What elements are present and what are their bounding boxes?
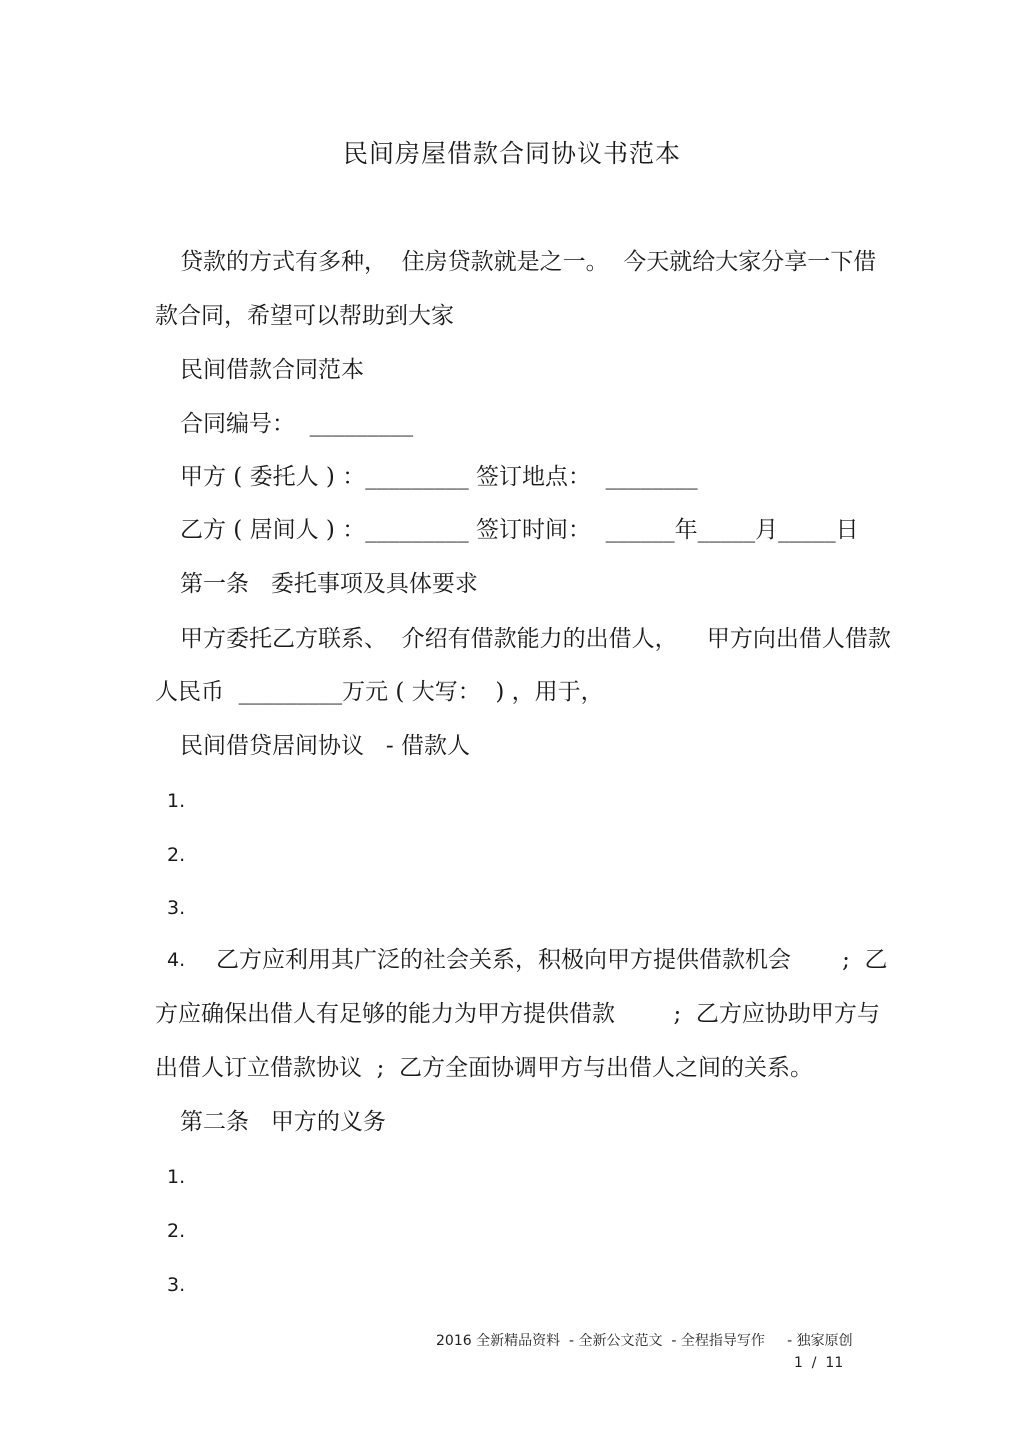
list-item-number: 3. [167, 1274, 186, 1296]
item-4-line-2: 方应确保出借人有足够的能力为甲方提供借款 ; 乙方应协助甲方与 [155, 1001, 880, 1027]
footer-tagline: 2016 全新精品资料 - 全新公文范文 - 全程指导写作 - 独家原创 [436, 1333, 853, 1349]
agreement-label: 民间借贷居间协议 - 借款人 [180, 733, 471, 759]
contract-number-field: 合同编号： _________ [180, 411, 414, 437]
article-1-line-2: 人民币 _________万元 ( 大写： ) ，用于， [155, 679, 604, 705]
article-2-heading: 第二条 甲方的义务 [180, 1109, 386, 1135]
intro-line-2: 款合同，希望可以帮助到大家 [155, 303, 454, 329]
document-title: 民间房屋借款合同协议书范本 [342, 139, 681, 168]
list-item-number: 2. [167, 1220, 186, 1242]
article-1-line-1: 甲方委托乙方联系、 介绍有借款能力的出借人， 甲方向出借人借款 [180, 626, 891, 652]
list-item-number: 3. [167, 897, 186, 919]
list-item-number: 1. [167, 790, 186, 812]
page-number: 1 / 11 [794, 1355, 844, 1371]
list-item-number: 1. [167, 1166, 186, 1188]
sample-title: 民间借款合同范本 [180, 357, 364, 383]
article-1-heading: 第一条 委托事项及具体要求 [180, 571, 478, 597]
item-4-line-1: 乙方应利用其广泛的社会关系，积极向甲方提供借款机会 ; 乙 [216, 947, 888, 973]
item-4-line-3: 出借人订立借款协议 ; 乙方全面协调甲方与出借人之间的关系。 [155, 1055, 813, 1081]
intro-line-1: 贷款的方式有多种， 住房贷款就是之一。 今天就给大家分享一下借 [180, 249, 877, 275]
party-a-field: 甲方 ( 委托人 ) ：_________ 签订地点： ________ [180, 464, 698, 490]
party-b-field: 乙方 ( 居间人 ) ：_________ 签订时间： ______年_____月_____日 [180, 517, 859, 543]
list-item-number: 4. [167, 949, 186, 971]
list-item-number: 2. [167, 844, 186, 866]
